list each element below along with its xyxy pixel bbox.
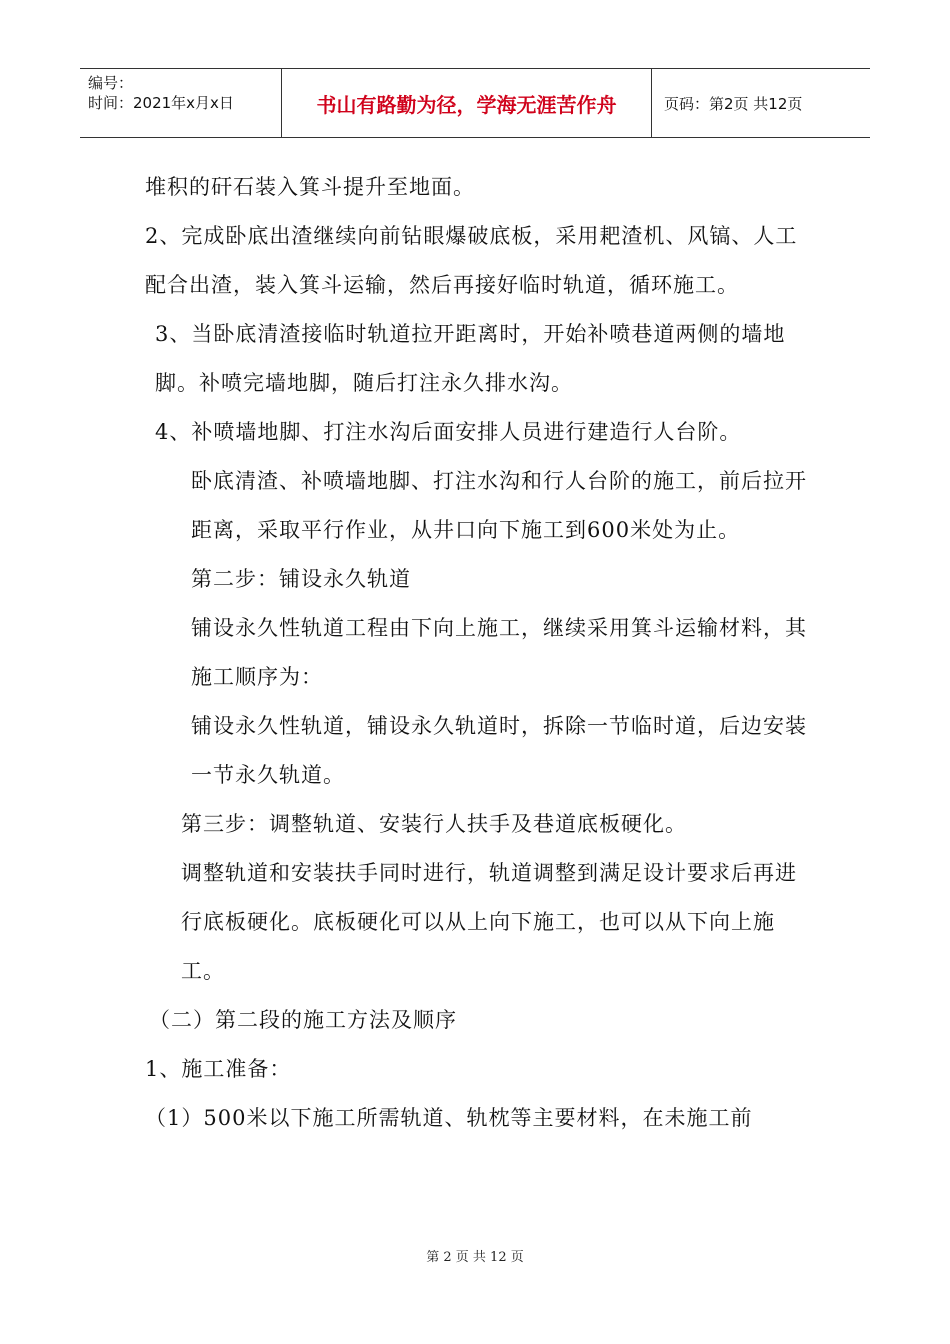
section-heading: 第三步：调整轨道、安装行人扶手及巷道底板硬化。 [181,812,687,836]
paragraph: 调整轨道和安装扶手同时进行，轨道调整到满足设计要求后再进行底板硬化。底板硬化可以从上向下施工，也可以从下向上施工。 [181,861,797,983]
paragraph: 4、补喷墙地脚、打注水沟后面安排人员进行建造行人台阶。 [155,420,742,444]
paragraph: （1）500米以下施工所需轨道、轨枕等主要材料，在未施工前 [145,1106,753,1130]
paragraph: 堆积的矸石装入箕斗提升至地面。 [145,175,475,199]
paragraph: 铺设永久性轨道工程由下向上施工，继续采用箕斗运输材料，其施工顺序为： [191,616,807,689]
header-motto: 书山有路勤为径，学海无涯苦作舟 [282,69,652,137]
paragraph: 铺设永久性轨道，铺设永久轨道时，拆除一节临时道，后边安装一节永久轨道。 [191,714,807,787]
header-page-info: 页码：第2页 共12页 [664,94,803,113]
section-heading: （二）第二段的施工方法及顺序 [149,1008,457,1032]
page-header [80,68,870,138]
section-heading: 第二步：铺设永久轨道 [191,567,411,591]
paragraph: 1、施工准备： [145,1057,292,1081]
paragraph: 2、完成卧底出渣继续向前钻眼爆破底板，采用耙渣机、风镐、人工配合出渣，装入箕斗运输，然后再接好临时轨道，循环施工。 [145,224,798,297]
header-meta [80,69,282,137]
document-body [145,163,810,1143]
page-footer: 第 2 页 共 12 页 [426,1250,524,1265]
paragraph: 卧底清渣、补喷墙地脚、打注水沟和行人台阶的施工，前后拉开距离，采取平行作业，从井口向下施工到600米处为止。 [191,469,807,542]
date-label: 时间：2021年x月x日 [88,94,234,112]
paragraph: 3、当卧底清渣接临时轨道拉开距离时，开始补喷巷道两侧的墙地脚。补喷完墙地脚，随后打注永久排水沟。 [155,322,786,395]
number-label: 编号： [88,74,134,92]
